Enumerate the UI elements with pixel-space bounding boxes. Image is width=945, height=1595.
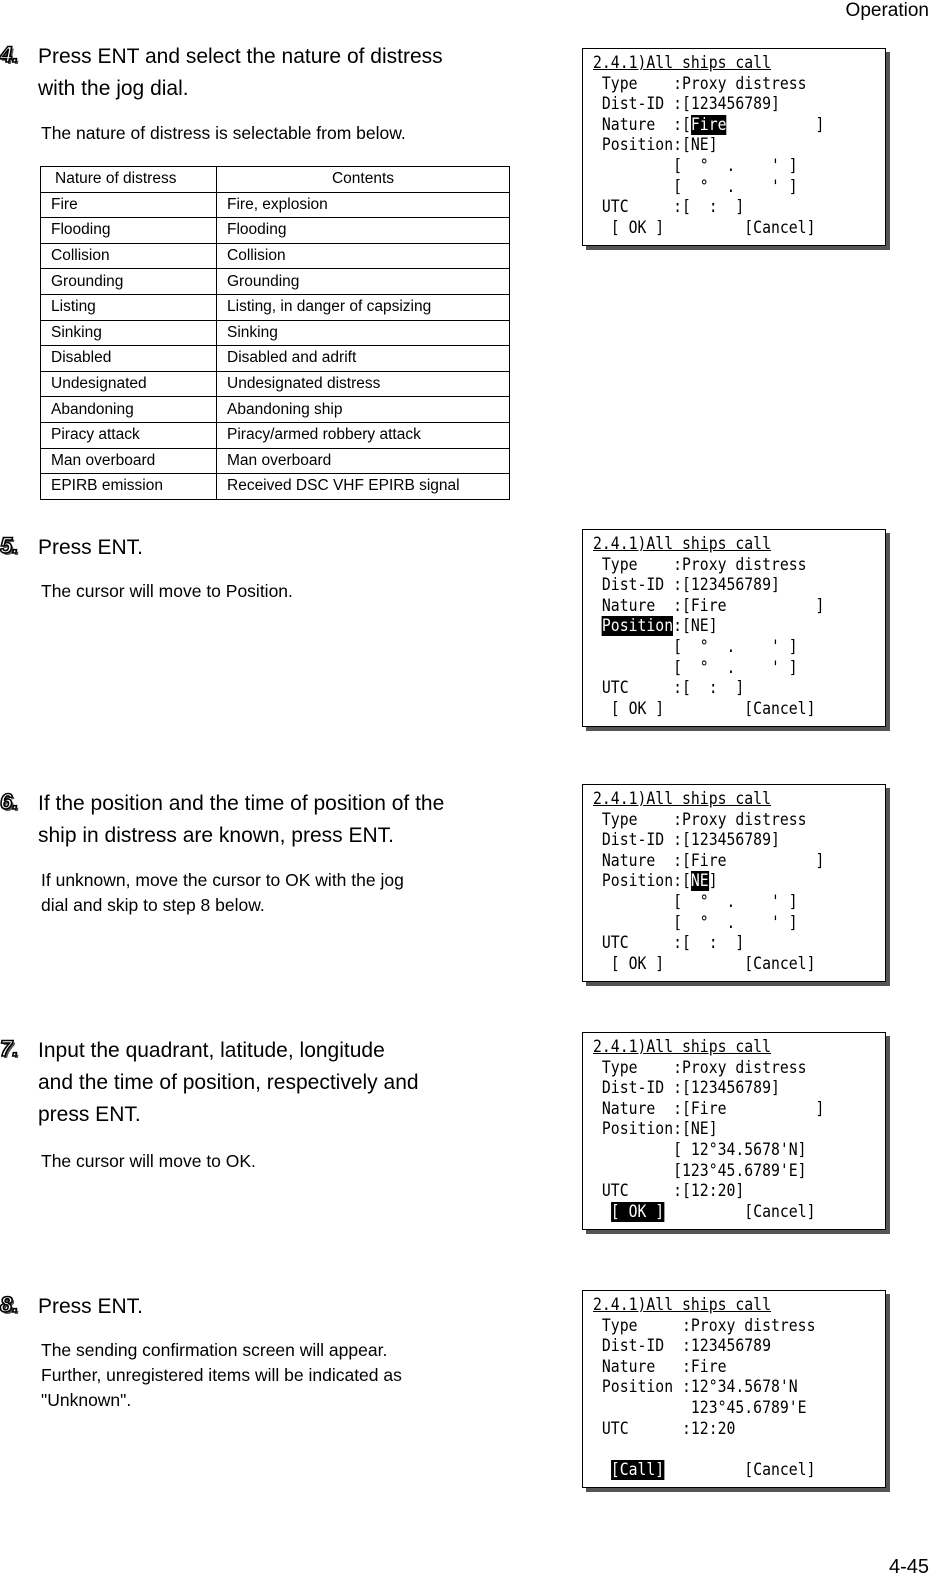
column-header: Nature of distress [41,167,217,193]
screen-line [593,658,824,679]
screen-line [593,1078,824,1099]
nature-cell: Collision [41,243,217,269]
contents-cell: Fire, explosion [217,192,510,218]
screen-line [593,555,824,576]
screen-text: Dist-ID :[123456789] [593,575,780,596]
screen-text: UTC :[ : ] [593,197,745,218]
contents-cell: Received DSC VHF EPIRB signal [217,474,510,500]
page-number: 4-45 [888,1556,929,1578]
screen-line [593,218,824,239]
screen-line [593,1357,815,1378]
screen-text: Position :12°34.5678'N [593,1377,798,1398]
nature-cell: Flooding [41,218,217,244]
screen-line [593,851,824,872]
screen-line [593,637,824,658]
screen-text: Dist-ID :[123456789] [593,1078,780,1099]
screen-text: Nature :Fire [593,1356,727,1377]
screen-text: [ OK ] [Cancel] [593,217,816,238]
lcd-screen-step4 [582,48,886,246]
screen-text: Type :Proxy distress [593,1057,807,1078]
screen-line [593,1037,824,1058]
screen-text: [ OK ] [Cancel] [593,953,816,974]
screen-text: Dist-ID :[123456789] [593,830,780,851]
step-description: The cursor will move to Position. [41,581,293,601]
screen-line [593,954,824,975]
lcd-screen-step5 [582,529,886,727]
step-title: Press ENT and select the nature of distress with the jog dial. [38,45,443,100]
contents-cell: Grounding [217,269,510,295]
screen-text: UTC :[12:20] [593,1181,745,1202]
table-row [41,269,510,295]
screen-line [593,74,824,95]
nature-cell: Man overboard [41,448,217,474]
screen-text: Position:[NE] [593,135,718,156]
screen-line [593,933,824,954]
screen-line [593,1316,815,1337]
screen-text [593,616,602,636]
screen-text: [ ° . ' ] [593,891,798,912]
screen-line [593,1419,815,1440]
contents-cell: Sinking [217,320,510,346]
nature-of-distress-table [40,166,510,500]
table-row [41,243,510,269]
nature-cell: Fire [41,192,217,218]
step-number: 8. [0,1292,19,1317]
screen-line [593,94,824,115]
screen-line [593,1398,815,1419]
screen-line [593,1161,824,1182]
screen-line [593,1119,824,1140]
screen-text: Type :Proxy distress [593,1315,816,1336]
table-row [41,346,510,372]
nature-cell: Sinking [41,320,217,346]
table-row [41,422,510,448]
screen-line [593,575,824,596]
screen-line [593,197,824,218]
screen-text [593,1460,611,1480]
contents-cell: Listing, in danger of capsizing [217,294,510,320]
screen-line [593,871,824,892]
step-number: 6. [0,789,19,814]
screen-line [593,156,824,177]
nature-cell: Disabled [41,346,217,372]
screen-text: [ ° . ' ] [593,176,798,197]
screen-text: 2.4.1)All ships call [593,789,771,809]
screen-text: UTC :[ : ] [593,933,745,954]
screen-text [593,1439,602,1459]
lcd-screen-step7 [582,1032,886,1230]
table-row [41,320,510,346]
screen-text: [ ° . ' ] [593,636,798,657]
screen-text [593,1202,611,1222]
screen-line [593,1140,824,1161]
page-header: Operation [845,0,929,21]
cursor-highlight: [ OK ] [610,1201,665,1222]
nature-cell: Undesignated [41,371,217,397]
screen-text: ] [726,114,825,135]
screen-line [593,1058,824,1079]
screen-text: Type :Proxy distress [593,809,807,830]
screen-text: Nature :[Fire ] [593,1098,825,1119]
contents-cell: Piracy/armed robbery attack [217,422,510,448]
table-row [41,218,510,244]
screen-line [593,135,824,156]
step-title: Input the quadrant, latitude, longitude and the time of position, respectively and press ENT. [38,1039,419,1126]
table-row [41,474,510,500]
cursor-highlight: Position [601,616,674,637]
contents-cell: Collision [217,243,510,269]
screen-text: [123°45.6789'E] [593,1160,807,1181]
screen-line [593,534,824,555]
screen-line [593,913,824,934]
step-number: 5. [0,533,19,558]
screen-line [593,699,824,720]
screen-line [593,115,824,136]
screen-text: 2.4.1)All ships call [593,534,771,554]
screen-line [593,892,824,913]
screen-text: ] [708,871,718,892]
cursor-highlight: NE [690,871,709,892]
step-title: If the position and the time of position of the ship in distress are known, press ENT. [38,792,445,847]
screen-line [593,1099,824,1120]
screen-line [593,1377,815,1398]
screen-line [593,1295,815,1316]
screen-text: [ ° . ' ] [593,155,798,176]
screen-line [593,1336,815,1357]
contents-cell: Man overboard [217,448,510,474]
screen-line [593,1181,824,1202]
screen-text: UTC :12:20 [593,1418,736,1439]
screen-text: [Cancel] [664,1201,816,1222]
screen-line [593,810,824,831]
nature-cell: EPIRB emission [41,474,217,500]
step-description: The nature of distress is selectable from below. [41,123,406,143]
step-title: Press ENT. [38,536,144,559]
screen-text: 123°45.6789'E [593,1397,807,1418]
screen-line [593,678,824,699]
nature-cell: Listing [41,294,217,320]
table-row [41,371,510,397]
screen-text: :[NE] [673,616,718,637]
screen-text: Dist-ID :123456789 [593,1336,771,1357]
contents-cell: Flooding [217,218,510,244]
nature-cell: Grounding [41,269,217,295]
screen-text: Nature :[ [593,114,691,135]
table-row [41,448,510,474]
screen-text: 2.4.1)All ships call [593,53,771,73]
screen-text: [Cancel] [664,1459,816,1480]
screen-text: Position:[ [593,871,691,892]
nature-cell: Abandoning [41,397,217,423]
screen-line [593,616,824,637]
screen-line [593,830,824,851]
screen-line [593,596,824,617]
contents-cell: Abandoning ship [217,397,510,423]
step-description: The cursor will move to OK. [41,1151,256,1171]
screen-text: 2.4.1)All ships call [593,1037,771,1057]
screen-text: [ OK ] [Cancel] [593,698,816,719]
step-number: 4. [0,42,19,67]
screen-text: UTC :[ : ] [593,678,745,699]
contents-cell: Undesignated distress [217,371,510,397]
screen-text: Type :Proxy distress [593,554,807,575]
step-description: If unknown, move the cursor to OK with the jog dial and skip to step 8 below. [41,870,404,915]
screen-line [593,1460,815,1481]
screen-line [593,53,824,74]
screen-line [593,177,824,198]
screen-text: Type :Proxy distress [593,73,807,94]
screen-text: [ 12°34.5678'N] [593,1139,807,1160]
screen-line [593,1202,824,1223]
screen-text: Nature :[Fire ] [593,595,825,616]
step-description: The sending confirmation screen will appear. Further, unregistered items will be indicated as "Unknown". [41,1340,402,1410]
screen-text: [ ° . ' ] [593,657,798,678]
screen-line [593,1439,815,1460]
contents-cell: Disabled and adrift [217,346,510,372]
lcd-screen-step8 [582,1290,886,1488]
table-header-row [41,167,510,193]
column-header: Contents [217,167,510,193]
step-title: Press ENT. [38,1295,144,1318]
screen-text: 2.4.1)All ships call [593,1295,771,1315]
lcd-screen-step6 [582,784,886,982]
step-number: 7. [0,1036,19,1061]
screen-text: Dist-ID :[123456789] [593,94,780,115]
table-row [41,397,510,423]
table-row [41,294,510,320]
cursor-highlight: Fire [690,114,727,135]
screen-text: [ ° . ' ] [593,912,798,933]
screen-text: Position:[NE] [593,1119,718,1140]
cursor-highlight: [Call] [610,1459,665,1480]
screen-line [593,789,824,810]
screen-text: Nature :[Fire ] [593,850,825,871]
table-row [41,192,510,218]
nature-cell: Piracy attack [41,422,217,448]
